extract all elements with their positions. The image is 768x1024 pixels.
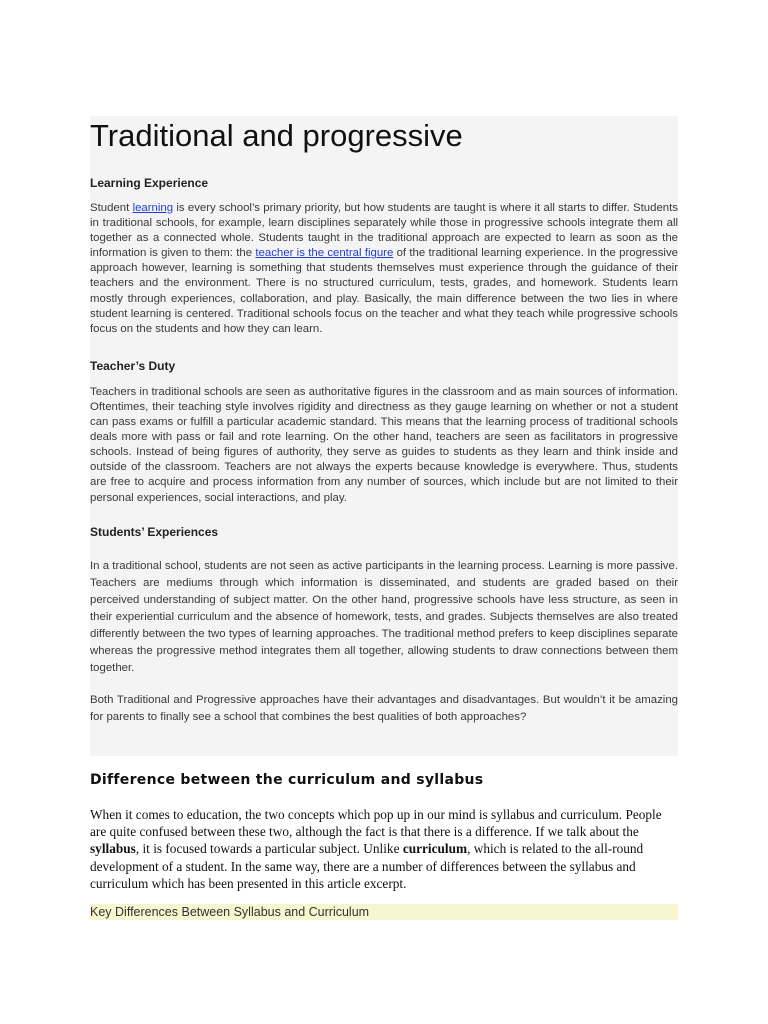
text-segment: When it comes to education, the two concepts which pop up in our mind is syllabus and curriculum. People are quite confused between these two, although the fact is that there is a difference. If we talk about the bbox=[90, 807, 662, 840]
article bbox=[90, 116, 678, 726]
text-segment: is every school’s primary priority, but how students are taught is where it all starts to differ. Students in traditional schools, for example, learn disciplines separately while those in progressive schools integrate them all together as a connected whole. Students taught in the traditional approach are expected to learn as soon as the information is given to them: the bbox=[90, 202, 678, 260]
paragraph-students-experiences: In a traditional school, students are not seen as active participants in the learning process. Learning is more passive. Teachers are mediums through which information is disseminated, and students are graded based on their perceived understanding of subject matter. On the other hand, progressive schools have less structure, as seen in their experiential curriculum and the absence of homework, tests, and grades. Subjects themselves are also treated differently between the two types of learning approaches. The traditional method prefers to keep disciplines separate whereas the progressive method integrates them all together, allowing students to draw connections between them together. bbox=[90, 559, 678, 674]
learning-link[interactable]: learning bbox=[132, 202, 174, 214]
text-segment: Student bbox=[90, 202, 133, 214]
section-heading-learning: Learning Experience bbox=[90, 176, 209, 190]
section-heading-teachers-duty: Teacher’s Duty bbox=[90, 358, 176, 373]
text-segment: , which is related to the all-round development of a student. In the same way, there are a number of differences between the syllabus and curriculum which has been presented in this article excerpt. bbox=[90, 841, 644, 891]
text-segment: , it is focused towards a particular subject. Unlike bbox=[135, 841, 403, 857]
text-segment: of the traditional learning experience. In the progressive approach however, learning is something that students themselves must experience through the guidance of their teachers and the environment. There is no structured curriculum, tests, grades, and homework. Students learn mostly through experiences, collaboration, and play. Basically, the main difference between the two lies in where student learning is centered. Traditional schools focus on the teacher and what they teach while progressive schools focus on the students and how they can learn. bbox=[90, 247, 678, 335]
syllabus-bold: syllabus bbox=[90, 841, 136, 857]
section-heading-students-experiences: Students’ Experiences bbox=[90, 524, 219, 539]
difference-heading: Difference between the curriculum and syllabus bbox=[90, 772, 484, 788]
curriculum-bold: curriculum bbox=[402, 841, 468, 857]
page-title: Traditional and progressive bbox=[90, 118, 463, 153]
paragraph-conclusion: Both Traditional and Progressive approaches have their advantages and disadvantages. But wouldn’t it be amazing for parents to finally see a school that combines the best qualities of both approaches? bbox=[90, 693, 678, 723]
teacher-central-figure-link[interactable]: teacher is the central figure bbox=[255, 247, 394, 260]
key-differences-highlight: Key Differences Between Syllabus and Curriculum bbox=[90, 904, 678, 920]
paragraph-learning bbox=[90, 201, 678, 337]
paragraph-curriculum-syllabus bbox=[90, 806, 680, 892]
paragraph-teachers-duty: Teachers in traditional schools are seen as authoritative figures in the classroom and as main sources of information. Oftentimes, their teaching style involves rigidity and directness as they gauge learning on whether or not a student can pass exams or fulfill a particular academic standard. This means that the learning process of traditional schools deals more with pass or fail and rote learning. On the other hand, teachers are seen as facilitators in progressive schools. Instead of being figures of authority, they serve as guides to students as they learn and think inside and outside of the classroom. Teachers are not always the experts because knowledge is everywhere. Thus, students are free to acquire and process information from any number of sources, which include but are not limited to their personal experiences, social interactions, and play. bbox=[90, 385, 678, 504]
